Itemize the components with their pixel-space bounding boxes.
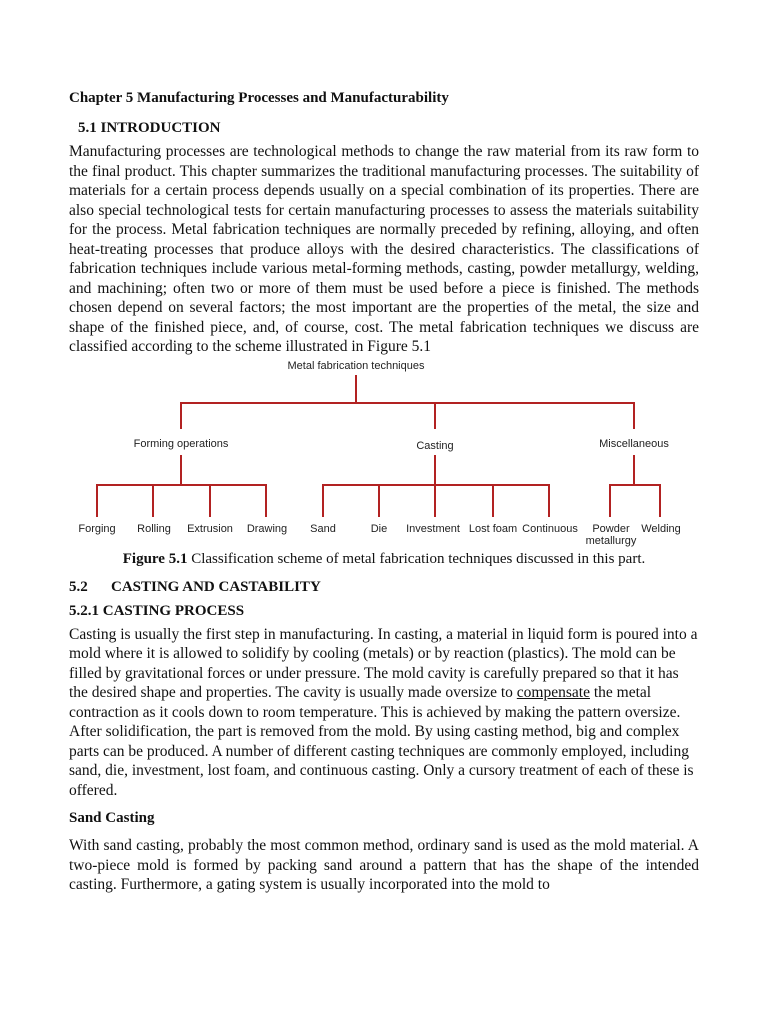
subsection-heading-casting-process: 5.2.1 CASTING PROCESS <box>69 602 245 619</box>
sand-casting-heading: Sand Casting <box>69 810 155 826</box>
diagram-group-misc: Miscellaneous <box>599 437 669 450</box>
section-title: CASTING AND CASTABILITY <box>111 578 321 595</box>
diagram-group-casting: Casting <box>416 439 454 452</box>
diagram-leaf-forging: Forging <box>78 522 116 535</box>
classification-diagram <box>69 357 699 549</box>
diagram-leaf-investment: Investment <box>406 522 460 535</box>
intro-paragraph: Manufacturing processes are technological methods to change the raw material from its raw form to the final product. This chapter summarizes the traditional manufacturing processes. The suitability of materials for a certain process depends usually on a special combination of its properties. There are also special technological tests for certain manufacturing processes to assess the materials suitability for the process. Metal fabrication techniques are normally preceded by refining, alloying, and often heat-treating processes that produce alloys with the desired characteristics. The classifications of fabrication techniques include various metal-forming methods, casting, powder metallurgy, welding, and machining; often two or more of them must be used before a piece is finished. The methods chosen depend on several factors; the most important are the properties of the metal, the size and shape of the finished piece, and, of course, cost. The metal fabrication techniques we discuss are classified according to the scheme illustrated in Figure 5.1 <box>69 143 699 355</box>
document-page <box>69 88 699 895</box>
diagram-group-forming: Forming operations <box>133 437 229 450</box>
casting-text-before: Casting is usually the first step in manufacturing. In casting, a material in liquid form is poured into a mold where it is allowed to solidify by cooling (metals) or by reaction (plastics). The mold can be filled by gravitational forces or under pressure. The mold cavity is carefully prepared so that it has the desired shape and properties. The cavity is usually made oversize to <box>69 625 698 701</box>
diagram-leaf-drawing: Drawing <box>246 522 288 535</box>
sand-casting-paragraph: With sand casting, probably the most common method, ordinary sand is used as the mold material. A two-piece mold is formed by packing sand around a pattern that has the shape of the intended casting. Furthermore, a gating system is usually incorporated into the mold to <box>69 837 699 893</box>
diagram-leaf-lost-foam: Lost foam <box>468 522 518 535</box>
casting-paragraph <box>69 625 699 801</box>
section-heading-introduction: 5.1 INTRODUCTION <box>78 120 221 136</box>
figure-caption <box>69 549 699 569</box>
diagram-lines <box>69 357 699 549</box>
chapter-title: Chapter 5 Manufacturing Processes and Manufacturability <box>69 90 449 106</box>
diagram-leaf-extrusion: Extrusion <box>187 522 233 535</box>
section-heading-casting <box>69 577 699 597</box>
section-number: 5.2 <box>69 578 88 595</box>
diagram-leaf-powder-metallurgy: Powder metallurgy <box>585 522 637 547</box>
diagram-leaf-sand: Sand <box>310 522 336 535</box>
diagram-leaf-rolling: Rolling <box>137 522 171 535</box>
diagram-leaf-welding: Welding <box>641 522 681 535</box>
compensate-link[interactable]: compensate <box>516 684 590 701</box>
figure-caption-label: Figure 5.1 <box>122 550 188 567</box>
diagram-root-label: Metal fabrication techniques <box>287 359 425 372</box>
casting-text-after: the metal contraction as it cools down to room temperature. This is achieved by making the pattern oversize. After solidification, the part is removed from the mold. By using casting method, big and complex parts can be produced. A number of different casting techniques are commonly employed, including sand, die, investment, lost foam, and continuous casting. Only a cursory treatment of each of these is offered. <box>69 684 694 799</box>
figure-caption-text: Classification scheme of metal fabrication techniques discussed in this part. <box>187 550 646 567</box>
diagram-leaf-die: Die <box>370 522 388 535</box>
diagram-leaf-continuous: Continuous <box>522 522 578 535</box>
